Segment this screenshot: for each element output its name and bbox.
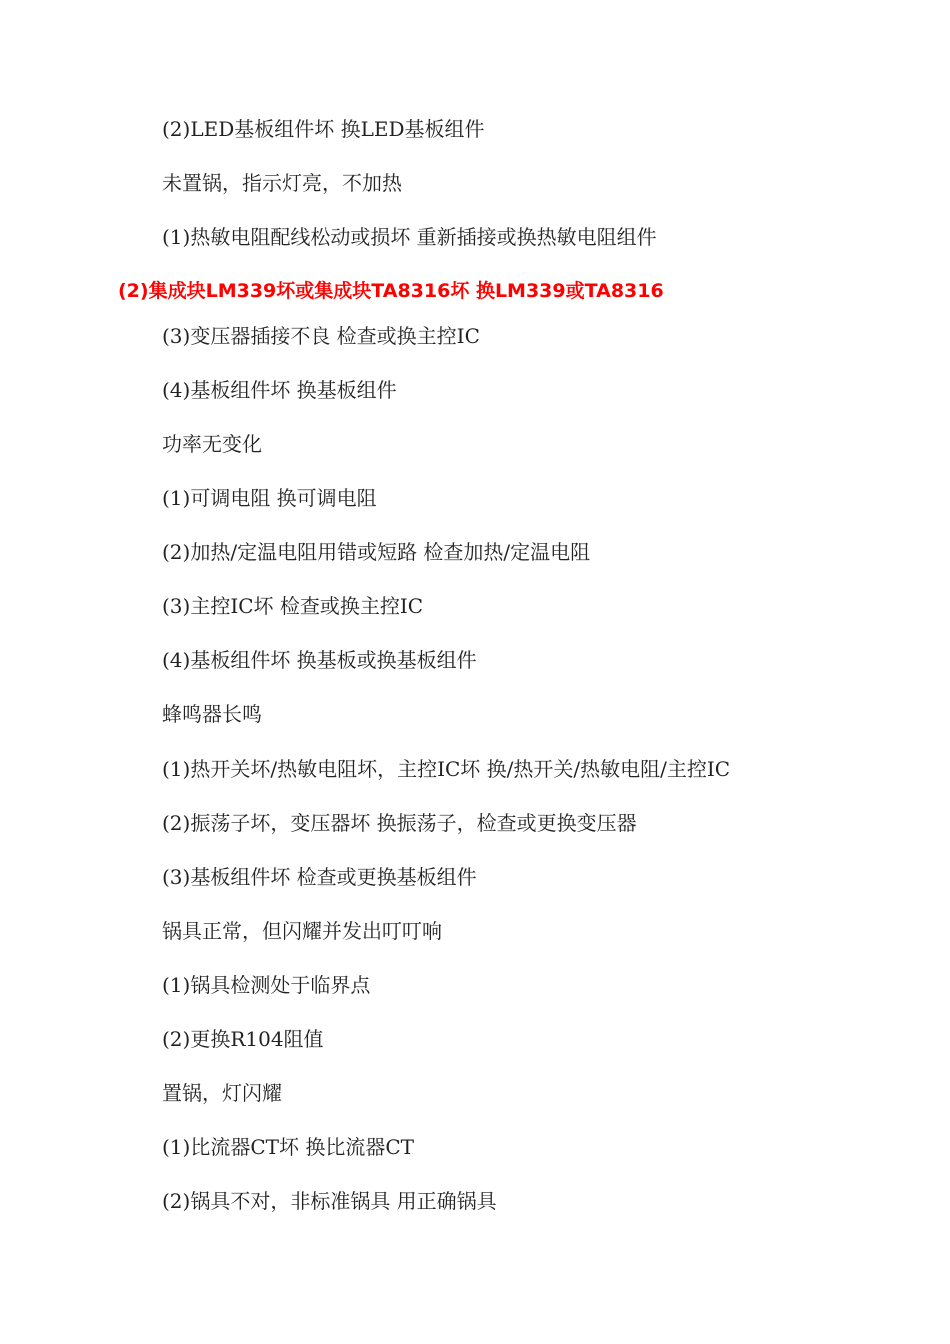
text-line-8: (1)可调电阻 换可调电阻: [162, 486, 377, 510]
section-heading-light-flicker: 置锅，灯闪耀: [162, 1081, 282, 1105]
text-line-14: (2)振荡子坏，变压器坏 换振荡子，检查或更换变压器: [162, 811, 637, 835]
text-line-2: 未置锅，指示灯亮，不加热: [162, 171, 402, 195]
text-line-5: (3)变压器插接不良 检查或换主控IC: [162, 324, 480, 348]
text-line-11: (4)基板组件坏 换基板或换基板组件: [162, 648, 477, 672]
text-line-9: (2)加热/定温电阻用错或短路 检查加热/定温电阻: [162, 540, 591, 564]
section-heading-buzzer: 蜂鸣器长鸣: [162, 702, 262, 726]
text-line-18: (2)更换R104阻值: [162, 1027, 324, 1051]
text-line-6: (4)基板组件坏 换基板组件: [162, 378, 397, 402]
text-line-20: (1)比流器CT坏 换比流器CT: [162, 1135, 414, 1159]
highlighted-text-line: (2)集成块LM339坏或集成块TA8316坏 换LM339或TA8316: [118, 280, 664, 302]
text-line-3: (1)热敏电阻配线松动或损坏 重新插接或换热敏电阻组件: [162, 225, 657, 249]
text-line-21: (2)锅具不对，非标准锅具 用正确锅具: [162, 1189, 497, 1213]
text-line-10: (3)主控IC坏 检查或换主控IC: [162, 594, 424, 618]
text-line-17: (1)锅具检测处于临界点: [162, 973, 371, 997]
section-heading-power: 功率无变化: [162, 432, 262, 456]
text-line-1: (2)LED基板组件坏 换LED基板组件: [162, 117, 485, 141]
section-heading-flicker-ding: 锅具正常，但闪耀并发出叮叮响: [162, 919, 442, 943]
text-line-15: (3)基板组件坏 检查或更换基板组件: [162, 865, 477, 889]
text-line-13: (1)热开关坏/热敏电阻坏，主控IC坏 换/热开关/热敏电阻/主控IC: [162, 757, 731, 781]
